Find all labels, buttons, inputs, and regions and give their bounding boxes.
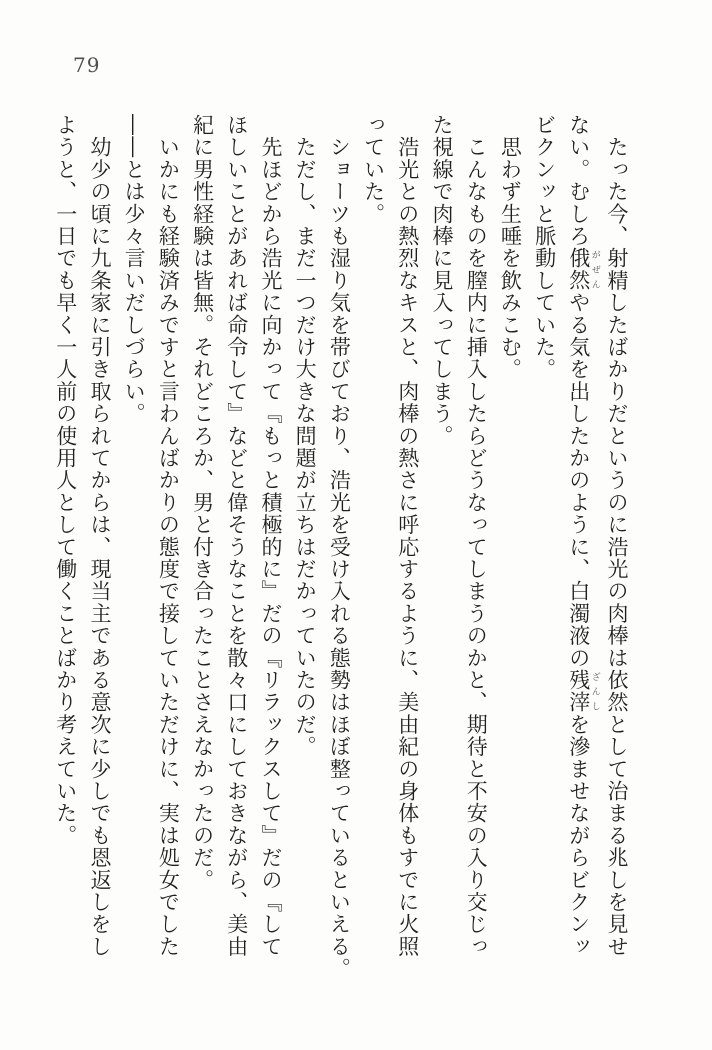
text-run: こんなものを膣内に挿入したらどうなってしまうのかと、期待と不安の入り交じっ: [464, 114, 489, 958]
text-line: [527, 114, 561, 967]
text-run: ショーツも湿り気を帯びており、浩光を受け入れる態勢はほぼ整っているといえる。: [327, 114, 352, 980]
text-line: [288, 114, 322, 967]
ruby-base: 俄然: [566, 247, 591, 292]
ruby-annotated-word: [566, 669, 600, 714]
furigana-text: がぜん: [589, 247, 600, 292]
furigana-text: ざんし: [589, 669, 600, 714]
ruby-annotated-word: [566, 247, 600, 292]
text-run: 浩光との熱烈なキスと、肉棒の熱さに呼応するように、美由紀の身体もすでに火照: [395, 114, 420, 958]
text-line: [391, 114, 425, 967]
text-run: ただし、まだ一つだけ大きな問題が立ちはだかっていたのだ。: [293, 114, 318, 758]
text-run: ない。むしろ: [566, 114, 591, 248]
text-line: [493, 114, 527, 967]
text-run: ビクンッと脈動していた。: [532, 114, 557, 381]
text-line: [459, 114, 493, 967]
text-line: [562, 114, 600, 967]
text-line: [425, 114, 459, 967]
text-run: 幼少の頃に九条家に引き取られてからは、現当主である意次に少しでも恩返しをし: [87, 114, 112, 958]
text-run: いかにも経験済みですと言わんばかりの態度で接していただけに、実は処女でした: [156, 114, 181, 958]
text-run: ほしいことがあれば命令して』などと偉そうなことを散々口にしておきながら、美由: [224, 114, 249, 958]
text-line: [117, 114, 151, 967]
text-run: 先ほどから浩光に向かって『もっと積極的に』だの『リラックスして』だの『して: [258, 114, 283, 958]
text-line: [185, 114, 219, 967]
ruby-base: 残滓: [566, 669, 591, 714]
text-line: [151, 114, 185, 967]
text-run: を滲ませながらビクンッ: [566, 713, 591, 958]
text-line: [83, 114, 117, 967]
text-line: [356, 114, 390, 967]
text-line: [220, 114, 254, 967]
text-run: ようと、一日でも早く一人前の使用人として働くことばかり考えていた。: [53, 114, 78, 847]
text-run: やる気を出したかのように、白濁液の: [566, 291, 591, 670]
text-run: 思わず生唾を飲みこむ。: [498, 114, 523, 381]
text-block: [44, 114, 634, 980]
text-run: ――とは少々言いだしづらい。: [122, 114, 147, 425]
text-run: っていた。: [361, 114, 386, 225]
text-line: [254, 114, 288, 967]
text-run: た視線で肉棒に見入ってしまう。: [429, 114, 454, 447]
text-line: [600, 114, 634, 967]
text-line: [322, 114, 356, 980]
text-run: たった今、射精したばかりだというのに浩光の肉棒は依然として治まる兆しを見せ: [605, 114, 629, 958]
text-run: 紀に男性経験は皆無。それどころか、男と付き合ったことさえなかったのだ。: [190, 114, 215, 891]
text-line: [49, 114, 83, 967]
page-number: 79: [73, 53, 101, 77]
